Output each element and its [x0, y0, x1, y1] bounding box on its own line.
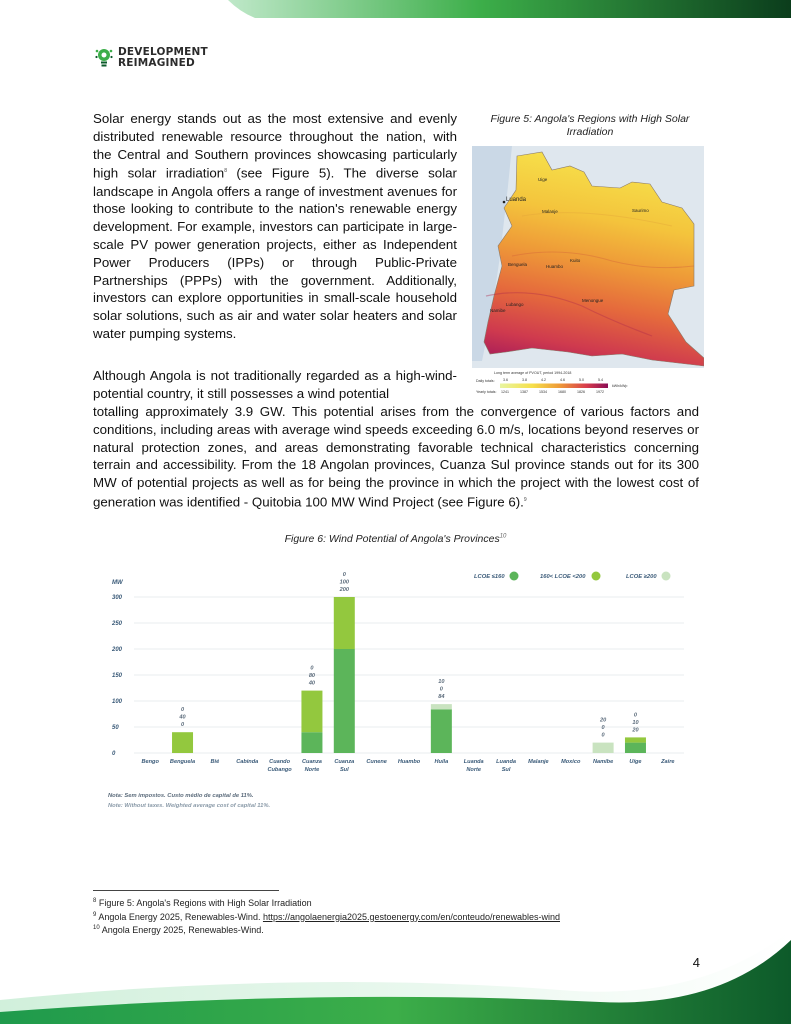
chart-y-tick-label: 0	[112, 751, 116, 757]
chart-note-pt: Nota: Sem impostos. Custo médio de capital de 11%.	[108, 793, 254, 799]
solar-irradiation-map	[472, 146, 704, 398]
chart-x-tick-label: Norte	[304, 767, 320, 773]
logo	[95, 46, 208, 70]
chart-bar-segment	[431, 704, 452, 709]
figure6-caption	[200, 533, 591, 545]
chart-bar-segment	[334, 649, 355, 753]
chart-x-tick-label: Huíla	[434, 759, 449, 765]
chart-x-tick-label: Bengo	[141, 759, 159, 765]
footnote-10	[93, 923, 560, 937]
chart-data-label: 0	[342, 572, 346, 578]
chart-x-tick-label: Malanje	[528, 759, 549, 765]
chart-data-label: 10	[438, 679, 445, 686]
wind-potential-chart	[104, 565, 694, 815]
map-legend-daily-value: 5.0	[579, 378, 584, 382]
chart-data-label: 20	[632, 727, 639, 734]
chart-data-label: 200	[339, 587, 349, 593]
chart-bar-segment	[431, 709, 452, 753]
city-dot	[503, 201, 506, 204]
logo-line2: REIMAGINED	[118, 57, 195, 69]
city-label: Kuito	[570, 258, 581, 263]
chart-data-label: 10	[632, 719, 639, 726]
chart-x-tick-label: Cunene	[366, 759, 387, 765]
figure6-caption-text: Figure 6: Wind Potential of Angola's Provinces	[284, 533, 500, 545]
chart-data-label: 0	[633, 712, 638, 719]
chart-data-label: 0	[310, 665, 314, 672]
map-legend-daily-value: 4.2	[541, 378, 546, 382]
chart-data-label: 100	[339, 579, 349, 586]
map-legend-yearly-value: 1534	[539, 390, 547, 394]
chart-x-tick-label: Cubango	[267, 767, 292, 773]
chart-x-tick-label: Benguela	[169, 759, 196, 765]
chart-bar-segment	[593, 743, 614, 753]
chart-y-tick-label: 300	[112, 595, 123, 601]
footnotes	[93, 896, 560, 937]
paragraph-solar-text-rest: (see Figure 5). The diverse solar landscape in Angola offers a range of investment avenues for those looking to contribute to the nation's renewable energy development. For example, investors can participate in large-scale PV power generation projects, either as Independent Power Producers (IPPs) or through Public-Private Partnerships (PPPs) with the government. Additionally, investors can explore opportunities in small-scale household solar solutions, such as air and water solar heaters and solar water pumping systems.	[93, 165, 457, 341]
chart-data-label: 40	[308, 680, 316, 687]
chart-data-label: 0	[439, 686, 443, 693]
chart-x-tick-label: Sul	[501, 767, 511, 773]
chart-x-tick-label: Cabinda	[236, 759, 259, 765]
map-legend-yearly-value: 1241	[501, 390, 509, 394]
chart-bar-segment	[334, 597, 355, 649]
city-label: Uige	[538, 177, 548, 182]
map-legend-daily-label: Daily totals:	[476, 379, 495, 383]
top-decorative-band	[0, 0, 791, 18]
chart-legend-label: 160< LCOE <200	[540, 574, 586, 580]
city-label: Lubango	[506, 302, 524, 307]
chart-grid	[111, 580, 684, 757]
city-label: Menongue	[582, 298, 604, 303]
paragraph-solar-text: Solar energy stands out as the most extensive and evenly distributed renewable resource throughout the nation, with the Central and Southern provinces showcasing particularly high solar irradiation	[93, 111, 457, 181]
map-legend-yearly-label: Yearly totals:	[476, 390, 497, 394]
chart-legend-label: LCOE ≤160	[474, 574, 505, 580]
chart-x-tick-label: Moxico	[561, 759, 581, 765]
figure5-caption: Figure 5: Angola's Regions with High Solar Irradiation	[490, 113, 690, 138]
footnote-8	[93, 896, 560, 910]
chart-legend-swatch	[510, 572, 519, 581]
map-legend-daily-value: 5.4	[598, 378, 603, 382]
paragraph-solar	[93, 110, 457, 343]
footnote-text: Angola Energy 2025, Renewables-Wind.	[99, 925, 264, 935]
footnote-number: 8	[93, 898, 97, 904]
chart-x-tick-label: Luanda	[496, 759, 517, 765]
chart-y-tick-label: 200	[112, 647, 123, 653]
city-label: Benguela	[508, 262, 528, 267]
chart-y-tick-label: 150	[112, 673, 123, 679]
chart-data-label: 0	[180, 722, 185, 729]
chart-x-tick-label: Cuanza	[334, 759, 355, 765]
map-legend-unit: kWh/kWp	[612, 384, 628, 388]
chart-x-tick-label: Namibe	[593, 759, 614, 765]
chart-legend-swatch	[592, 572, 601, 581]
chart-x-tick-label: Huambo	[397, 759, 421, 765]
paragraph-wind-intro: Although Angola is not traditionally regarded as a high-wind-potential country, it still possesses a wind potential	[93, 368, 457, 401]
lightbulb-logo-icon	[95, 46, 113, 70]
chart-data-label: 40	[179, 714, 186, 721]
footnote-number: 10	[93, 925, 100, 931]
chart-y-axis-label: MW	[112, 580, 123, 586]
footnote-number: 9	[93, 911, 97, 918]
city-label: Luanda	[506, 197, 527, 203]
chart-data-label: 20	[600, 717, 607, 724]
page-number: 4	[692, 955, 700, 970]
footnote-text: Angola Energy 2025, Renewables-Wind.	[96, 911, 263, 922]
map-legend-yearly-value: 1680	[558, 390, 566, 394]
map-legend-yearly-value: 1387	[520, 390, 528, 394]
map-legend-title: Long term average of PVOUT, period 1994-2018	[494, 371, 572, 375]
footnote-ref-8[interactable]: 8	[224, 168, 227, 175]
footnote-text: Figure 5: Angola's Regions with High Solar Irradiation	[96, 898, 312, 908]
paragraph-wind-text: totalling approximately 3.9 GW. This potential arises from the convergence of various factors and conditions, including areas with average wind speeds exceeding 6.0 m/s, locations beyond reserves or natural protection zones, and areas demonstrating favorable technical characteristics concerning terrain and accessibility. From the 18 Angolan provinces, Cuanza Sul province stands out for its 300 MW of potential projects as well as for being the province in which the project with the lowest cost of generation was identified - Quitobia 100 MW Wind Project (see Figure 6).	[93, 404, 699, 510]
map-legend-yearly-value: 1972	[596, 390, 604, 394]
footnote-9	[93, 910, 560, 924]
map-legend-yearly-value: 1826	[577, 390, 585, 394]
chart-data-label: 80	[308, 673, 316, 680]
chart-note-en: Note: Without taxes. Weighted average cost of capital 11%.	[108, 803, 271, 809]
chart-data-label: 0	[180, 707, 185, 714]
chart-x-tick-label: Uíge	[629, 759, 642, 765]
city-label: Malanje	[542, 209, 558, 214]
chart-bar-segment	[625, 743, 646, 753]
chart-bar-segment	[625, 737, 646, 742]
chart-x-tick-label: Zaire	[661, 759, 675, 765]
map-legend-daily-value: 4.6	[560, 378, 565, 382]
chart-y-tick-label: 100	[112, 699, 123, 705]
map-legend-color-scale	[500, 384, 608, 389]
chart-x-tick-label: Cuanza	[301, 759, 322, 765]
map-legend-daily-value: 3.6	[503, 378, 508, 382]
footnote-ref-9[interactable]: 9	[523, 496, 527, 503]
chart-y-tick-label: 50	[112, 725, 119, 731]
bottom-decorative-band	[0, 930, 791, 1024]
paragraph-wind	[93, 403, 699, 511]
footnote-link[interactable]: https://angolaenergia2025.gestoenergy.com/en/conteudo/renewables-wind	[262, 911, 560, 922]
chart-x-tick-label: Luanda	[463, 759, 484, 765]
footnote-divider	[93, 890, 279, 891]
chart-legend-label: LCOE ≥200	[626, 574, 657, 580]
city-label: Huambo	[546, 264, 564, 269]
city-label: Saurimo	[632, 208, 649, 213]
map-legend-daily-value: 3.8	[522, 378, 527, 382]
chart-bar-segment	[301, 732, 322, 753]
logo-line1: DEVELOPMENT	[118, 46, 208, 58]
city-label: Namibe	[490, 308, 506, 313]
chart-bar-segment	[301, 691, 322, 733]
chart-x-tick-label: Cuando	[269, 759, 291, 765]
chart-legend-swatch	[662, 572, 671, 581]
chart-legend	[474, 572, 671, 581]
chart-data-label: 84	[438, 694, 445, 701]
footnote-ref-10[interactable]: 10	[499, 533, 507, 540]
chart-x-tick-label: Bié	[210, 759, 220, 765]
chart-data-label: 0	[601, 732, 605, 739]
chart-bar-segment	[172, 732, 193, 753]
chart-x-tick-label: Sul	[339, 767, 349, 773]
chart-data-label: 0	[601, 725, 605, 732]
chart-y-tick-label: 250	[112, 621, 123, 627]
chart-x-tick-label: Norte	[466, 767, 482, 773]
